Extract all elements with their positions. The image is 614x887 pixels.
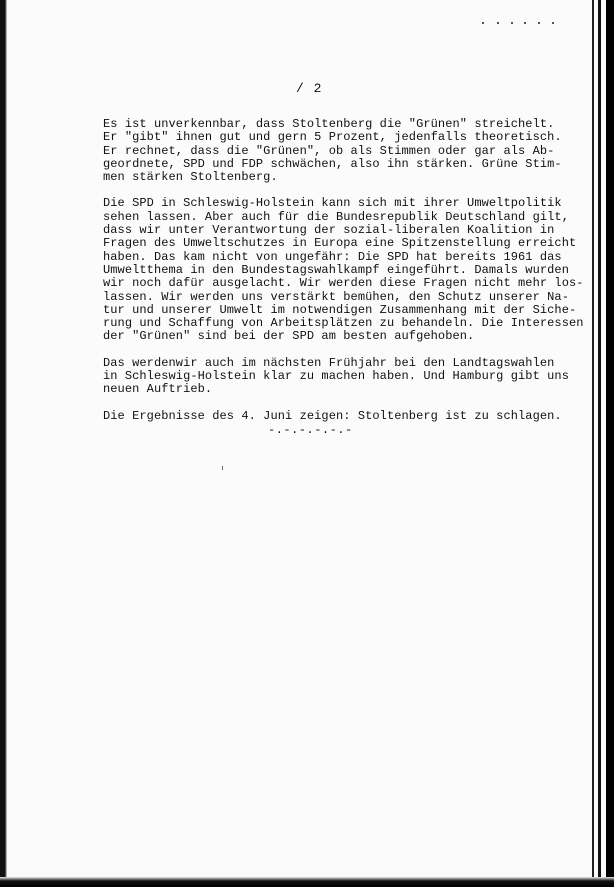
- scan-speck: [538, 22, 540, 24]
- text-line: haben. Das kam nicht von ungefähr: Die SPD hat bereits 1961 das: [103, 249, 562, 264]
- text-line: Fragen des Umweltschutzes in Europa eine Spitzenstellung erreicht: [103, 236, 577, 251]
- text-line: der "Grünen" sind bei der SPD am besten aufgehoben.: [103, 329, 475, 344]
- text-line: neuen Auftrieb.: [103, 382, 213, 397]
- page-number: / 2: [296, 81, 323, 96]
- scan-speck: [482, 22, 484, 24]
- text-line: Er "gibt" ihnen gut und gern 5 Prozent, jedenfalls theoretisch.: [103, 130, 562, 145]
- paragraph: [103, 357, 579, 397]
- paragraph: [103, 410, 579, 423]
- body-text: [103, 117, 584, 436]
- text-line: men stärken Stoltenberg.: [103, 170, 278, 185]
- text-line: geordnete, SPD und FDP schwächen, also ihn stärken. Grüne Stim-: [103, 156, 562, 171]
- text-line: rung und Schaffung von Arbeitsplätzen zu behandeln. Die Interessen: [103, 316, 584, 331]
- text-line: Das werdenwir auch im nächsten Frühjahr bei den Landtagswahlen: [103, 355, 555, 370]
- scan-speck: [497, 22, 499, 24]
- paragraph: [103, 196, 584, 344]
- text-line: in Schleswig-Holstein klar zu machen haben. Und Hamburg gibt uns: [103, 369, 569, 384]
- scan-edge-bottom: [0, 877, 614, 887]
- text-line: Er rechnet, dass die "Grünen", ob als Stimmen oder gar als Ab-: [103, 143, 555, 158]
- scan-speck: [511, 22, 513, 24]
- text-line: Es ist unverkennbar, dass Stoltenberg die "Grünen" streichelt.: [103, 117, 555, 131]
- text-line: tur und unserer Umwelt im notwendigen Zusammenhang mit der Siche-: [103, 302, 577, 317]
- paragraph: [103, 118, 579, 184]
- text-line: lassen. Wir werden uns verstärkt bemühen, den Schutz unserer Na-: [103, 289, 569, 304]
- text-line: sehen lassen. Aber auch für die Bundesrepublik Deutschland gilt,: [103, 209, 569, 224]
- text-line: Die Ergebnisse des 4. Juni zeigen: Stoltenberg ist zu schlagen.: [103, 408, 562, 423]
- scan-edge-left: [0, 0, 7, 887]
- scan-speck: [552, 22, 554, 24]
- text-line: dass wir unter Verantwortung der sozial-liberalen Koalition in: [103, 223, 555, 238]
- text-line: wir noch dafür ausgelacht. Wir werden diese Fragen nicht mehr los-: [103, 276, 584, 291]
- scan-speck: [524, 22, 526, 24]
- scan-speck: [222, 466, 223, 470]
- text-line: Umweltthema in den Bundestagswahlkampf eingeführt. Damals wurden: [103, 262, 569, 277]
- scan-edge-right: [588, 0, 614, 887]
- end-divider: -.-.-.-.-.-: [268, 423, 353, 437]
- text-line: Die SPD in Schleswig-Holstein kann sich mit ihrer Umweltpolitik: [103, 196, 562, 211]
